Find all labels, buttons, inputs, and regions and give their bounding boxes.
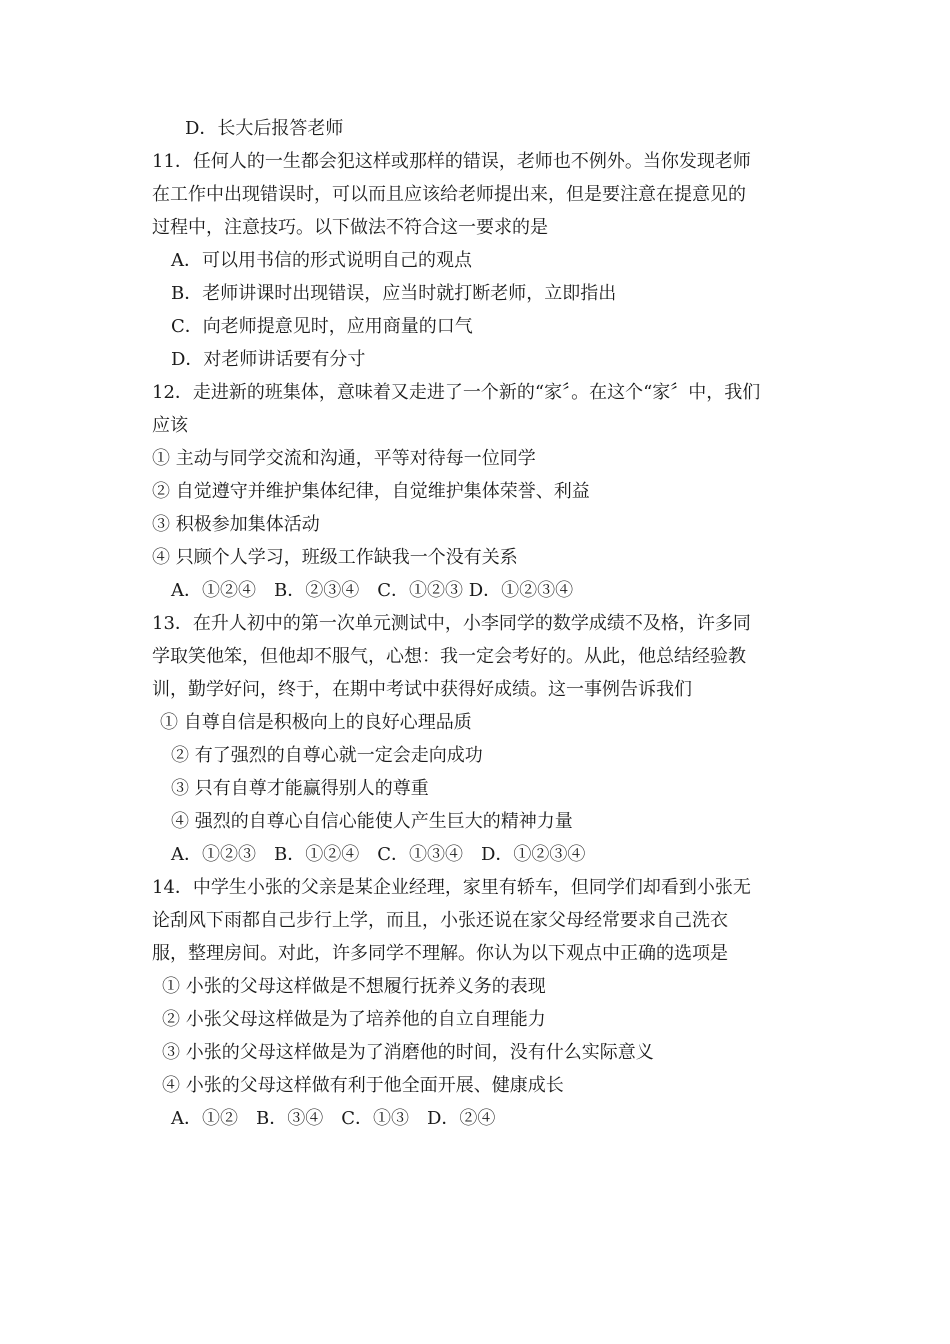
q11-option-c: C．向老师提意见时，应用商量的口气 — [171, 316, 473, 337]
q11-stem-line-2: 在工作中出现错误时，可以而且应该给老师提出来，但是要注意在提意见的 — [152, 184, 746, 205]
q11-stem-line-1: 11．任何人的一生都会犯这样或那样的错误，老师也不例外。当你发现老师 — [152, 151, 751, 172]
q13-statement-4: ④ 强烈的自尊心自信心能使人产生巨大的精神力量 — [171, 811, 573, 832]
q10-option-d: D．长大后报答老师 — [185, 118, 344, 139]
q12-stem-line-2: 应该 — [152, 415, 188, 436]
q12-statement-4: ④ 只顾个人学习，班级工作缺我一个没有关系 — [152, 547, 518, 568]
q12-statement-2: ② 自觉遵守并维护集体纪律，自觉维护集体荣誉、利益 — [152, 481, 590, 502]
q11-option-b: B．老师讲课时出现错误，应当时就打断老师，立即指出 — [171, 283, 617, 304]
q14-statement-3: ③ 小张的父母这样做是为了消磨他的时间，没有什么实际意义 — [162, 1042, 654, 1063]
q14-stem-line-2: 论刮风下雨都自己步行上学，而且，小张还说在家父母经常要求自己洗衣 — [152, 910, 728, 931]
q12-options: A．①②④ B．②③④ C．①②③ D．①②③④ — [171, 580, 574, 601]
q14-statement-4: ④ 小张的父母这样做有利于他全面开展、健康成长 — [162, 1075, 564, 1096]
q14-statement-1: ① 小张的父母这样做是不想履行抚养义务的表现 — [162, 976, 546, 997]
q13-stem-line-3: 训，勤学好问，终于，在期中考试中获得好成绩。这一事例告诉我们 — [152, 679, 692, 700]
q11-option-a: A．可以用书信的形式说明自己的观点 — [171, 250, 472, 271]
q11-stem-line-3: 过程中，注意技巧。以下做法不符合这一要求的是 — [152, 217, 548, 238]
q14-stem-line-3: 服，整理房间。对此，许多同学不理解。你认为以下观点中正确的选项是 — [152, 943, 728, 964]
q13-statement-1: ① 自尊自信是积极向上的良好心理品质 — [160, 712, 472, 733]
q12-statement-1: ① 主动与同学交流和沟通，平等对待每一位同学 — [152, 448, 536, 469]
q12-stem-line-1: 12．走进新的班集体，意味着又走进了一个新的“家〞。在这个“家〞中，我们 — [152, 382, 761, 403]
q12-statement-3: ③ 积极参加集体活动 — [152, 514, 320, 535]
q14-options: A．①② B．③④ C．①③ D．②④ — [171, 1108, 496, 1129]
q11-option-d: D．对老师讲话要有分寸 — [171, 349, 366, 370]
q13-options: A．①②③ B．①②④ C．①③④ D．①②③④ — [171, 844, 586, 865]
q13-statement-3: ③ 只有自尊才能赢得别人的尊重 — [171, 778, 429, 799]
q14-stem-line-1: 14．中学生小张的父亲是某企业经理，家里有轿车，但同学们却看到小张无 — [152, 877, 751, 898]
q14-statement-2: ② 小张父母这样做是为了培养他的自立自理能力 — [162, 1009, 546, 1030]
q13-stem-line-1: 13．在升人初中的第一次单元测试中，小李同学的数学成绩不及格，许多同 — [152, 613, 751, 634]
q13-statement-2: ② 有了强烈的自尊心就一定会走向成功 — [171, 745, 483, 766]
q13-stem-line-2: 学取笑他笨，但他却不服气，心想：我一定会考好的。从此，他总结经验教 — [152, 646, 746, 667]
